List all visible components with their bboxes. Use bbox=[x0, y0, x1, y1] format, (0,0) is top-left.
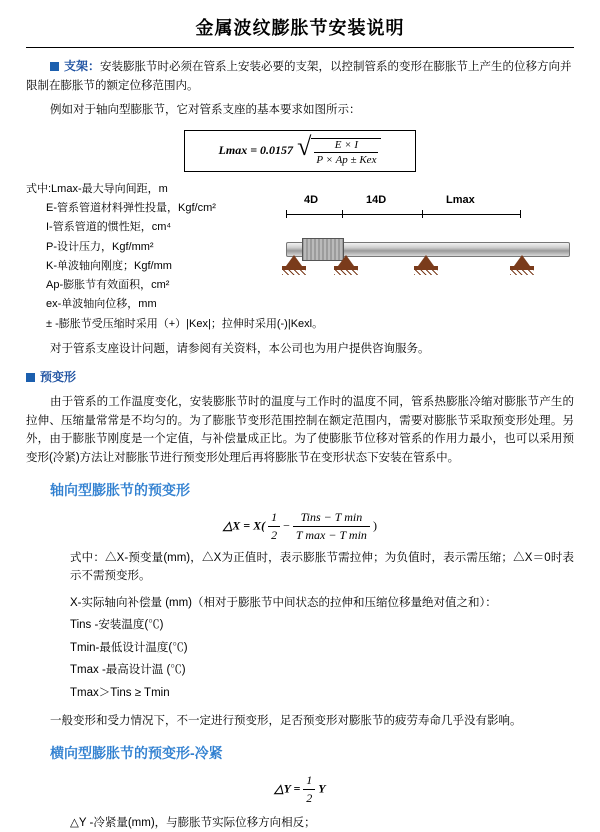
support-icon bbox=[334, 255, 358, 272]
legend-item: E-管系管道材料弹性投量，Kgf/cm² bbox=[46, 202, 216, 215]
lmax-formula-numerator: E × I bbox=[314, 139, 378, 153]
axial-equation-rhs: ) bbox=[372, 517, 377, 532]
figure-label-4d: 4D bbox=[304, 193, 319, 206]
legend-item: I-管系管道的惯性矩，cm⁴ bbox=[46, 221, 172, 234]
bracket-section-heading bbox=[26, 57, 574, 95]
axial-equation-half-fraction: $\frac{1}{2}$ bbox=[268, 510, 280, 543]
figure-dimension-ticks bbox=[280, 210, 574, 218]
bracket-para2: 例如对于轴向型膨胀节，它对管系支座的基本要求如图所示： bbox=[50, 104, 361, 117]
legend-item: ± -膨胀节受压缩时采用（+）|Kex|；拉伸时采用(-)|Kexl。 bbox=[46, 317, 324, 330]
figure-label-14d: 14D bbox=[366, 193, 387, 206]
pipe-assembly-graphic bbox=[280, 222, 574, 286]
lmax-formula-denominator: P × Ap ± Kex bbox=[316, 153, 377, 166]
axial-symbol-list bbox=[70, 592, 574, 704]
axial-equation bbox=[26, 510, 574, 543]
page-title: 金属波纹膨胀节安装说明 bbox=[26, 14, 574, 48]
square-root-icon: √ $\frac{E \times I}{\text{P × Ap ± Kex}}$ bbox=[297, 136, 381, 166]
axial-subheading: 轴向型膨胀节的预变形 bbox=[50, 481, 190, 498]
list-item: Tins -安装温度(℃) bbox=[70, 619, 164, 632]
support-icon bbox=[282, 255, 306, 272]
lateral-subheading: 横向型膨胀节的预变形-冷紧 bbox=[50, 744, 223, 761]
lmax-formula bbox=[184, 130, 416, 172]
legend-item: P-设计压力，Kgf/mm² bbox=[46, 240, 154, 253]
lateral-note: △Y -冷紧量(mm)，与膨胀节实际位移方向相反； bbox=[70, 816, 316, 829]
axial-where-intro: 式中：△X-预变量(mm)，△X为正值时，表示膨胀节需拉伸；为负值时，表示需压缩；△X＝0时表示不需预变形。 bbox=[70, 551, 574, 583]
lmax-formula-lhs: Lmax = 0.0157 bbox=[218, 143, 294, 158]
list-item: Tmax＞Tins ≥ Tmin bbox=[70, 686, 170, 699]
lateral-equation-half-fraction: $\frac{1}{2}$ bbox=[303, 773, 315, 806]
lateral-equation bbox=[26, 773, 574, 806]
legend-item: 式中:Lmax-最大导向间距，m bbox=[26, 182, 168, 195]
axial-equation-temp-fraction: $\frac{\text{Tins − T min}}{\text{T max − T min}}$ bbox=[293, 510, 370, 543]
figure-dimension-labels bbox=[280, 194, 574, 210]
list-item: Tmin-最低设计温度(℃) bbox=[70, 641, 188, 654]
blue-square-bullet-icon bbox=[26, 373, 35, 382]
axial-equation-minus: − bbox=[283, 517, 290, 532]
legend-item: ex-单波轴向位移，mm bbox=[46, 298, 157, 311]
bracket-para1: 安装膨胀节时必须在管系上安装必要的支架，以控制管系的变形在膨胀节上产生的位移方向并限制在膨胀节的额定位移范围内。 bbox=[26, 61, 572, 92]
lateral-equation-rhs: Y bbox=[318, 780, 326, 795]
list-item: Tmax -最高设计温 (℃) bbox=[70, 664, 186, 677]
list-item: X-实际轴向补偿量 (mm)（相对于膨胀节中间状态的拉伸和压缩位移量绝对值之和）： bbox=[70, 596, 497, 609]
legend-and-figure bbox=[26, 180, 574, 334]
support-icon bbox=[414, 255, 438, 272]
predeform-para: 由于管系的工作温度变化，安装膨胀节时的温度与工作时的温度不同，管系热膨胀冷缩对膨胀节产生的拉伸、压缩量常常是不均匀的。为了膨胀节变形范围控制在额定范围内，需要对膨胀节采取预变形处理。另外，由于膨胀节刚度是一个定值，与补偿量成正比。为了使膨胀节位移对管系的作用力最小，也可以采用预变形(冷紧)方法让对膨胀节进行预变形处理后再将膨胀节在变形状态下安装在管系中。 bbox=[26, 396, 574, 464]
bracket-note: 对于管系支座设计问题，请参阅有关资料，本公司也为用户提供咨询服务。 bbox=[50, 342, 430, 355]
predeform-section-heading bbox=[26, 368, 574, 388]
legend-item: Ap-膨胀节有效面积，cm² bbox=[46, 279, 170, 292]
document-page bbox=[0, 14, 600, 829]
lateral-equation-lhs: △Y = bbox=[274, 780, 301, 795]
blue-square-bullet-icon bbox=[50, 62, 59, 71]
support-icon bbox=[510, 255, 534, 272]
pipe-support-figure bbox=[280, 194, 574, 304]
axial-equation-lhs: △X = X( bbox=[223, 517, 266, 532]
predeform-heading-label: 预变形 bbox=[40, 369, 77, 384]
axial-note: 一般变形和受力情况下，不一定进行预变形，足否预变形对膨胀节的疲劳寿命几乎没有影响。 bbox=[50, 714, 522, 727]
figure-label-lmax: Lmax bbox=[446, 193, 475, 206]
bracket-heading-label: 支架： bbox=[64, 59, 101, 73]
legend-item: K-单波轴向刚度；Kgf/mm bbox=[46, 259, 172, 272]
